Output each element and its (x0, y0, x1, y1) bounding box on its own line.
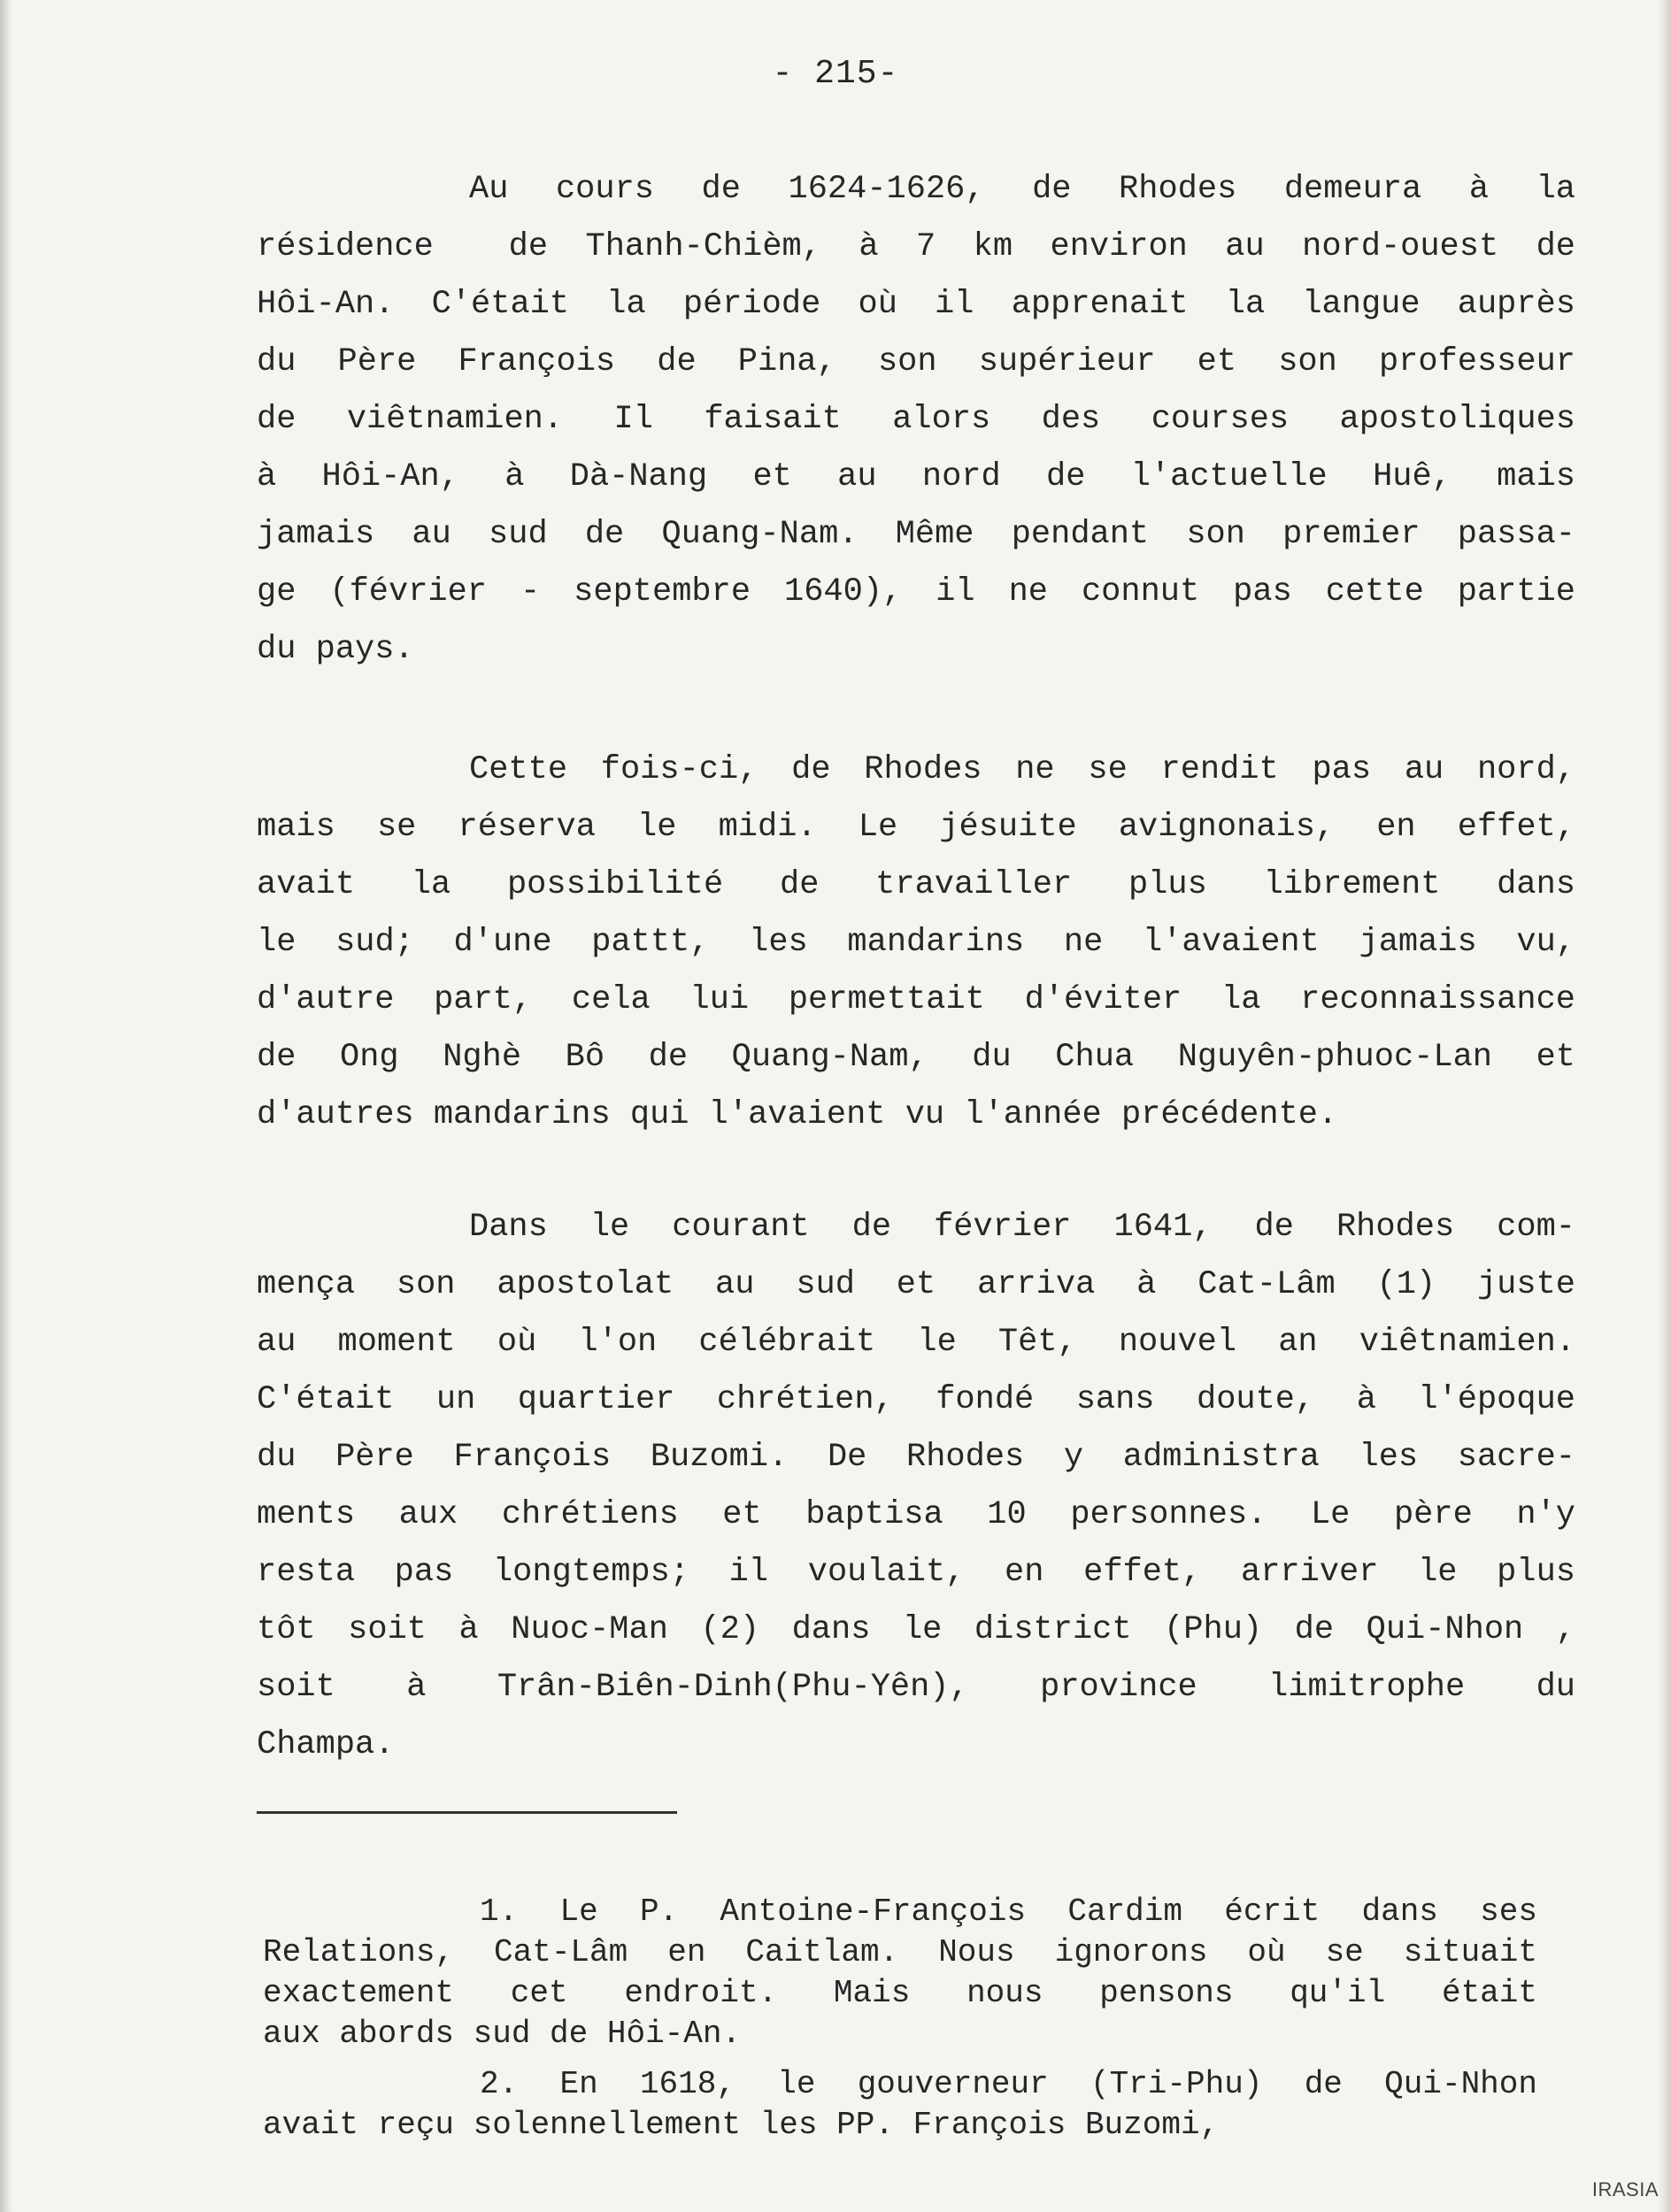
paragraph-line: Cette fois-ci, de Rhodes ne se rendit pas au nord, (469, 751, 1575, 788)
footnote-separator (257, 1811, 677, 1814)
paragraph-line: Au cours de 1624-1626, de Rhodes demeura à la (469, 171, 1575, 208)
paragraph-line: du Père François de Pina, son supérieur et son professeur (257, 343, 1575, 380)
paragraph-line: mença son apostolat au sud et arriva à Cat-Lâm (1) juste (257, 1266, 1575, 1303)
footnote-line: 2. En 1618, le gouverneur (Tri-Phu) de Qui-Nhon (480, 2066, 1537, 2102)
paragraph-line: résidence de Thanh-Chièm, à 7 km environ au nord-ouest de (257, 228, 1575, 265)
paragraph-line: mais se réserva le midi. Le jésuite avignonais, en effet, (257, 809, 1575, 846)
footnote-line: Relations, Cat-Lâm en Caitlam. Nous ignorons où se situait (263, 1934, 1537, 1970)
page-edge-right (1657, 0, 1671, 2212)
paragraph-line: du Père François Buzomi. De Rhodes y administra les sacre- (257, 1439, 1575, 1476)
paragraph-line: C'était un quartier chrétien, fondé sans doute, à l'époque (257, 1381, 1575, 1418)
footnote-1 (263, 1892, 1537, 2055)
paragraph-line: ge (février - septembre 1640), il ne connut pas cette partie (257, 573, 1575, 611)
paragraph-line: d'autres mandarins qui l'avaient vu l'année précédente. (257, 1096, 1338, 1133)
paragraph-line: de viêtnamien. Il faisait alors des courses apostoliques (257, 401, 1575, 438)
paragraph-line: soit à Trân-Biên-Dinh(Phu-Yên), province limitrophe du (257, 1669, 1575, 1706)
paragraph-line: Hôi-An. C'était la période où il apprenait la langue auprès (257, 286, 1575, 323)
paragraph-line: ments aux chrétiens et baptisa 10 personnes. Le père n'y (257, 1496, 1575, 1533)
paragraph-line: resta pas longtemps; il voulait, en effet, arriver le plus (257, 1554, 1575, 1591)
footnote-line: avait reçu solennellement les PP. François Buzomi, (263, 2107, 1220, 2143)
footnote-line: exactement cet endroit. Mais nous pensons qu'il était (263, 1975, 1537, 2011)
watermark-label: IRASIA (1591, 2178, 1659, 2200)
page-edge-left (0, 0, 12, 2212)
paragraph-line: tôt soit à Nuoc-Man (2) dans le district (Phu) de Qui-Nhon , (257, 1611, 1575, 1648)
paragraph-line: de Ong Nghè Bô de Quang-Nam, du Chua Nguyên-phuoc-Lan et (257, 1039, 1575, 1076)
paragraph-2 (257, 741, 1575, 1144)
paragraph-line: avait la possibilité de travailler plus librement dans (257, 866, 1575, 903)
footnote-2 (263, 2064, 1537, 2146)
paragraph-3 (257, 1199, 1575, 1774)
paragraph-1 (257, 161, 1575, 679)
paragraph-line: jamais au sud de Quang-Nam. Même pendant son premier passa- (257, 516, 1575, 553)
paragraph-line: le sud; d'une pattt, les mandarins ne l'avaient jamais vu, (257, 924, 1575, 961)
paragraph-line: du pays. (257, 631, 414, 668)
footnote-line: 1. Le P. Antoine-François Cardim écrit dans ses (480, 1893, 1537, 1930)
paragraph-line: Champa. (257, 1726, 395, 1763)
paragraph-line: à Hôi-An, à Dà-Nang et au nord de l'actuelle Huê, mais (257, 458, 1575, 495)
page-number: - 215- (772, 55, 899, 93)
paragraph-line: Dans le courant de février 1641, de Rhodes com- (469, 1209, 1575, 1246)
paragraph-line: d'autre part, cela lui permettait d'éviter la reconnaissance (257, 981, 1575, 1018)
paragraph-line: au moment où l'on célébrait le Têt, nouvel an viêtnamien. (257, 1324, 1575, 1361)
footnote-line: aux abords sud de Hôi-An. (263, 2016, 742, 2052)
